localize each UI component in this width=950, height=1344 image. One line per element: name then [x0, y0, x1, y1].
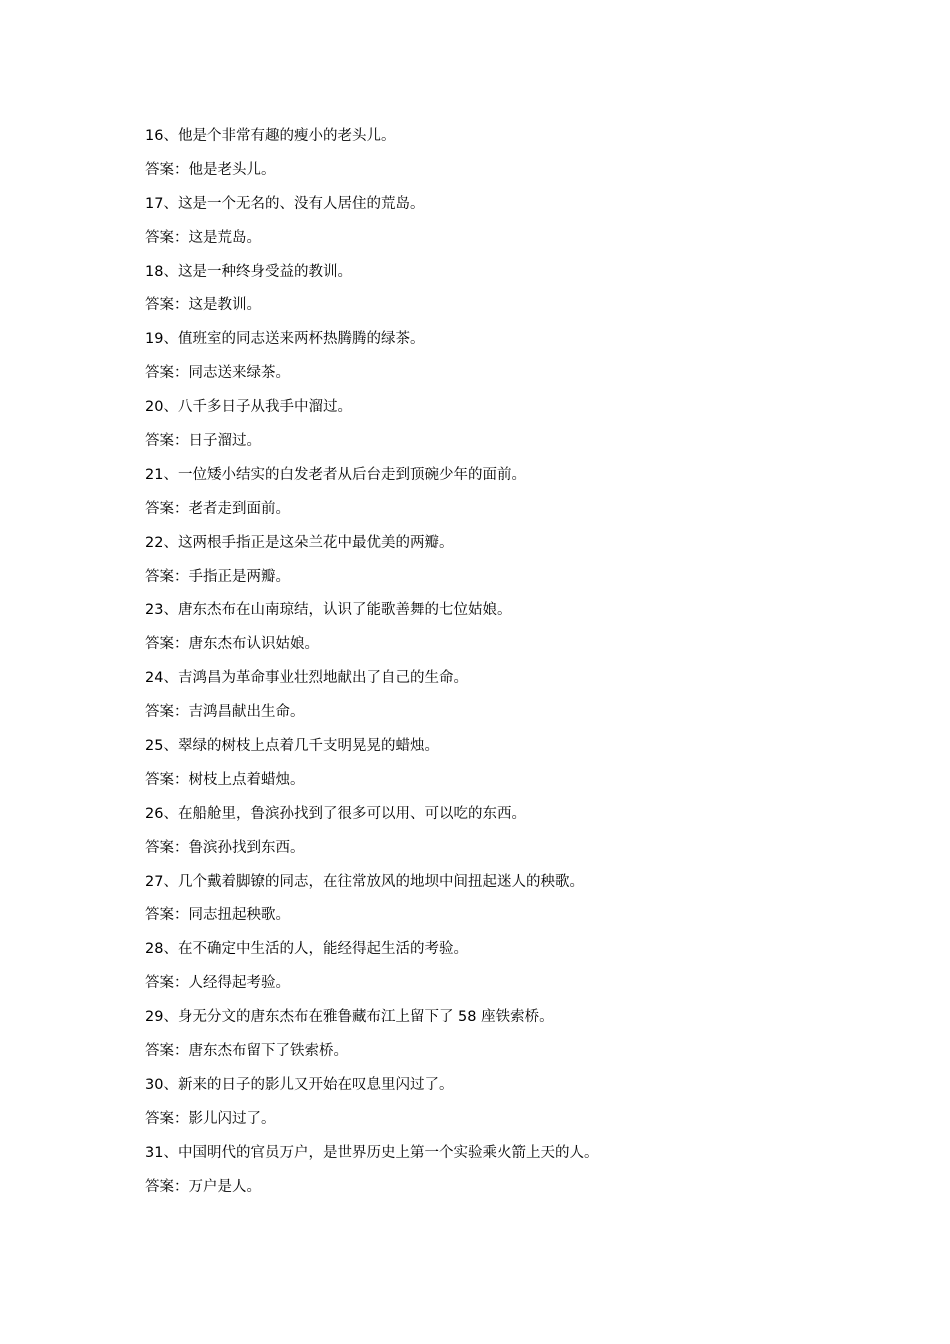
question-28: 28、在不确定中生活的人，能经得起生活的考验。	[145, 941, 468, 958]
answer-24: 答案：吉鸿昌献出生命。	[145, 704, 305, 721]
answer-27: 答案：同志扭起秧歌。	[145, 907, 290, 924]
answer-23: 答案：唐东杰布认识姑娘。	[145, 636, 319, 653]
question-18: 18、这是一种终身受益的教训。	[145, 263, 352, 280]
question-22: 22、这两根手指正是这朵兰花中最优美的两瓣。	[145, 534, 454, 551]
answer-22: 答案：手指正是两瓣。	[145, 568, 290, 585]
answer-17: 答案：这是荒岛。	[145, 229, 261, 246]
question-23: 23、唐东杰布在山南琼结，认识了能歌善舞的七位姑娘。	[145, 602, 512, 619]
question-29: 29、身无分文的唐东杰布在雅鲁藏布江上留下了 58 座铁索桥。	[145, 1009, 554, 1026]
answer-25: 答案：树枝上点着蜡烛。	[145, 771, 305, 788]
question-31: 31、中国明代的官员万户，是世界历史上第一个实验乘火箭上天的人。	[145, 1144, 599, 1161]
answer-16: 答案：他是老头儿。	[145, 161, 276, 178]
answer-19: 答案：同志送来绿茶。	[145, 365, 290, 382]
question-21: 21、一位矮小结实的白发老者从后台走到顶碗少年的面前。	[145, 466, 526, 483]
question-26: 26、在船舱里，鲁滨孙找到了很多可以用、可以吃的东西。	[145, 805, 526, 822]
answer-18: 答案：这是教训。	[145, 297, 261, 314]
answer-20: 答案：日子溜过。	[145, 433, 261, 450]
question-25: 25、翠绿的树枝上点着几千支明晃晃的蜡烛。	[145, 738, 439, 755]
question-24: 24、吉鸿昌为革命事业壮烈地献出了自己的生命。	[145, 670, 468, 687]
question-30: 30、新来的日子的影儿又开始在叹息里闪过了。	[145, 1076, 454, 1093]
answer-30: 答案：影儿闪过了。	[145, 1110, 276, 1127]
answer-29: 答案：唐东杰布留下了铁索桥。	[145, 1043, 348, 1060]
question-19: 19、值班室的同志送来两杯热腾腾的绿茶。	[145, 331, 425, 348]
question-27: 27、几个戴着脚镣的同志，在往常放风的地坝中间扭起迷人的秧歌。	[145, 873, 584, 890]
answer-21: 答案：老者走到面前。	[145, 500, 290, 517]
document-body	[145, 120, 845, 1205]
answer-28: 答案：人经得起考验。	[145, 975, 290, 992]
question-17: 17、这是一个无名的、没有人居住的荒岛。	[145, 195, 425, 212]
answer-26: 答案：鲁滨孙找到东西。	[145, 839, 305, 856]
question-16: 16、他是个非常有趣的瘦小的老头儿。	[145, 128, 396, 144]
answer-31: 答案：万户是人。	[145, 1178, 261, 1195]
question-20: 20、八千多日子从我手中溜过。	[145, 399, 352, 416]
